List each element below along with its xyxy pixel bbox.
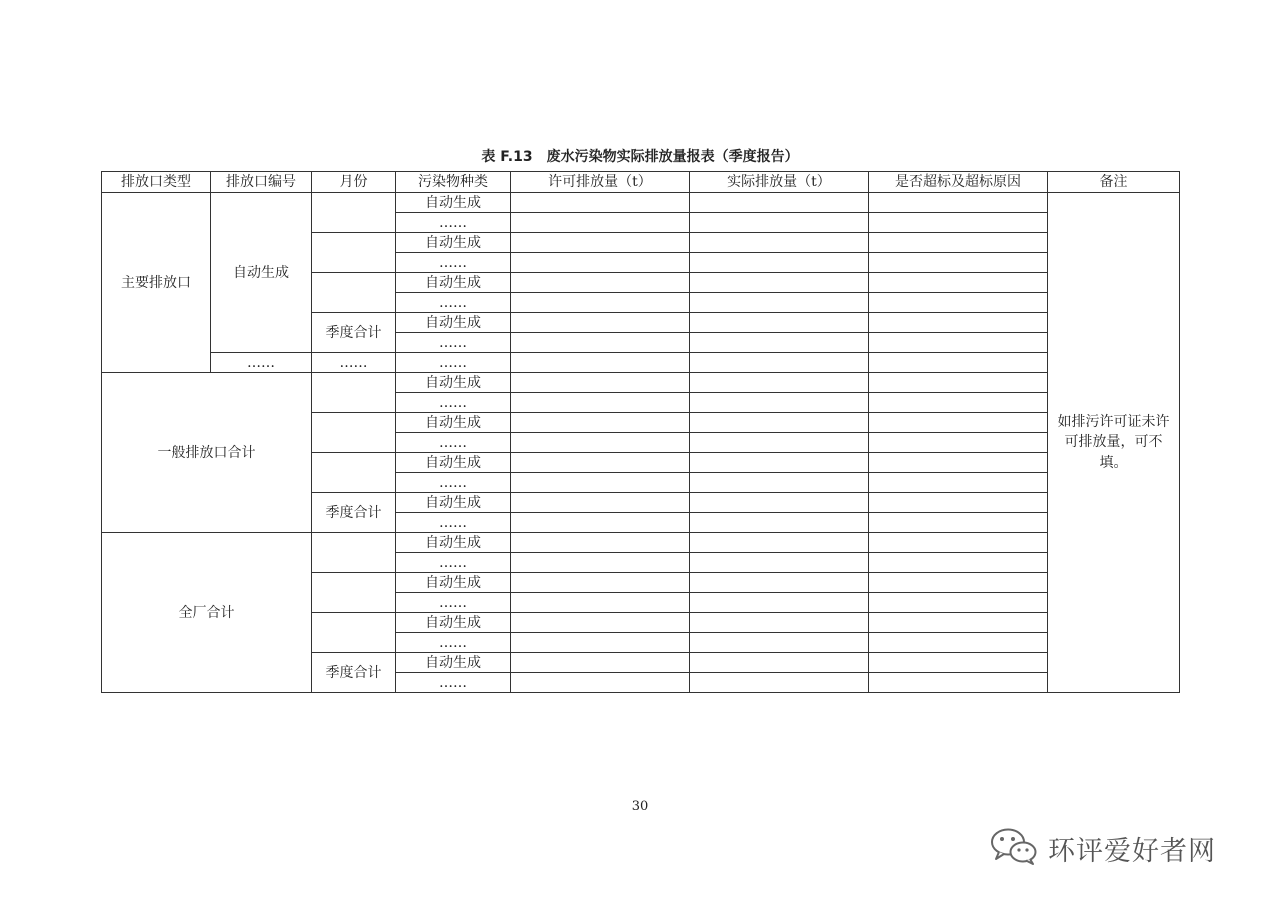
- wechat-icon: [988, 826, 1040, 870]
- month-cell: [312, 193, 396, 233]
- pollutant-cell: 自动生成: [396, 313, 511, 333]
- empty-cell: [511, 573, 690, 593]
- empty-cell: [511, 293, 690, 313]
- pollutant-cell: 自动生成: [396, 653, 511, 673]
- table-row: [102, 373, 1180, 393]
- month-cell: [312, 573, 396, 613]
- month-cell: [312, 233, 396, 273]
- pollutant-cell: ……: [396, 353, 511, 373]
- empty-cell: [511, 553, 690, 573]
- pollutant-cell: ……: [396, 433, 511, 453]
- empty-cell: [511, 613, 690, 633]
- empty-cell: [511, 513, 690, 533]
- header-cell: 是否超标及超标原因: [869, 172, 1048, 193]
- empty-cell: [511, 453, 690, 473]
- outlet-number-cell: 自动生成: [211, 193, 312, 353]
- quarter-total-cell: 季度合计: [312, 653, 396, 693]
- empty-cell: [869, 553, 1048, 573]
- pollutant-cell: ……: [396, 673, 511, 693]
- empty-cell: [511, 393, 690, 413]
- empty-cell: [690, 193, 869, 213]
- table-title: 表 F.13 废水污染物实际排放量报表（季度报告）: [481, 149, 799, 165]
- month-cell: [312, 373, 396, 413]
- empty-cell: [511, 633, 690, 653]
- month-cell: ……: [312, 353, 396, 373]
- empty-cell: [511, 473, 690, 493]
- header-cell: 排放口编号: [211, 172, 312, 193]
- empty-cell: [690, 493, 869, 513]
- header-cell: 实际排放量（t）: [690, 172, 869, 193]
- header-cell: 排放口类型: [102, 172, 211, 193]
- pollutant-cell: ……: [396, 393, 511, 413]
- group-label-main: 主要排放口: [102, 193, 211, 373]
- pollutant-cell: ……: [396, 293, 511, 313]
- empty-cell: [690, 513, 869, 533]
- watermark: [988, 826, 1216, 870]
- empty-cell: [690, 433, 869, 453]
- empty-cell: [869, 453, 1048, 473]
- pollutant-cell: 自动生成: [396, 613, 511, 633]
- outlet-number-cell: ……: [211, 353, 312, 373]
- empty-cell: [869, 273, 1048, 293]
- empty-cell: [869, 253, 1048, 273]
- empty-cell: [869, 573, 1048, 593]
- pollutant-cell: 自动生成: [396, 193, 511, 213]
- header-cell: 月份: [312, 172, 396, 193]
- empty-cell: [690, 253, 869, 273]
- empty-cell: [511, 433, 690, 453]
- empty-cell: [690, 453, 869, 473]
- empty-cell: [690, 573, 869, 593]
- empty-cell: [869, 673, 1048, 693]
- empty-cell: [690, 333, 869, 353]
- month-cell: [312, 453, 396, 493]
- month-cell: [312, 413, 396, 453]
- table-row: [102, 533, 1180, 553]
- header-cell: 备注: [1048, 172, 1180, 193]
- empty-cell: [690, 473, 869, 493]
- pollutant-cell: 自动生成: [396, 413, 511, 433]
- emission-report-table: [101, 171, 1180, 693]
- empty-cell: [690, 553, 869, 573]
- empty-cell: [690, 633, 869, 653]
- pollutant-cell: 自动生成: [396, 453, 511, 473]
- empty-cell: [869, 613, 1048, 633]
- pollutant-cell: ……: [396, 553, 511, 573]
- page-number: 30: [631, 799, 649, 814]
- empty-cell: [690, 593, 869, 613]
- empty-cell: [869, 533, 1048, 553]
- pollutant-cell: 自动生成: [396, 273, 511, 293]
- empty-cell: [690, 353, 869, 373]
- header-cell: 许可排放量（t）: [511, 172, 690, 193]
- empty-cell: [690, 373, 869, 393]
- empty-cell: [869, 293, 1048, 313]
- empty-cell: [690, 393, 869, 413]
- pollutant-cell: ……: [396, 213, 511, 233]
- empty-cell: [869, 513, 1048, 533]
- pollutant-cell: 自动生成: [396, 233, 511, 253]
- empty-cell: [690, 533, 869, 553]
- empty-cell: [511, 193, 690, 213]
- empty-cell: [511, 653, 690, 673]
- empty-cell: [869, 473, 1048, 493]
- empty-cell: [690, 653, 869, 673]
- pollutant-cell: 自动生成: [396, 493, 511, 513]
- empty-cell: [869, 353, 1048, 373]
- pollutant-cell: 自动生成: [396, 373, 511, 393]
- empty-cell: [511, 353, 690, 373]
- empty-cell: [690, 613, 869, 633]
- pollutant-cell: 自动生成: [396, 533, 511, 553]
- month-cell: [312, 613, 396, 653]
- group-label-general: 一般排放口合计: [102, 373, 312, 533]
- empty-cell: [511, 373, 690, 393]
- empty-cell: [511, 593, 690, 613]
- empty-cell: [511, 673, 690, 693]
- pollutant-cell: ……: [396, 593, 511, 613]
- empty-cell: [690, 273, 869, 293]
- empty-cell: [690, 293, 869, 313]
- empty-cell: [869, 413, 1048, 433]
- empty-cell: [511, 213, 690, 233]
- pollutant-cell: ……: [396, 473, 511, 493]
- month-cell: [312, 533, 396, 573]
- empty-cell: [690, 413, 869, 433]
- header-cell: 污染物种类: [396, 172, 511, 193]
- pollutant-cell: ……: [396, 253, 511, 273]
- quarter-total-cell: 季度合计: [312, 493, 396, 533]
- empty-cell: [869, 593, 1048, 613]
- empty-cell: [511, 233, 690, 253]
- empty-cell: [690, 213, 869, 233]
- empty-cell: [869, 313, 1048, 333]
- remarks-note: 如排污许可证未许可排放量，可不填。: [1048, 193, 1180, 693]
- empty-cell: [869, 433, 1048, 453]
- empty-cell: [511, 313, 690, 333]
- empty-cell: [511, 493, 690, 513]
- empty-cell: [511, 413, 690, 433]
- empty-cell: [511, 273, 690, 293]
- pollutant-cell: ……: [396, 633, 511, 653]
- empty-cell: [511, 533, 690, 553]
- empty-cell: [511, 333, 690, 353]
- empty-cell: [869, 393, 1048, 413]
- empty-cell: [869, 633, 1048, 653]
- pollutant-cell: ……: [396, 513, 511, 533]
- watermark-text: 环评爱好者网: [1048, 835, 1216, 867]
- empty-cell: [869, 333, 1048, 353]
- empty-cell: [869, 213, 1048, 233]
- empty-cell: [869, 373, 1048, 393]
- empty-cell: [869, 493, 1048, 513]
- table-row: [102, 193, 1180, 213]
- header-row: [102, 172, 1180, 193]
- month-cell: [312, 273, 396, 313]
- pollutant-cell: ……: [396, 333, 511, 353]
- group-label-plant: 全厂合计: [102, 533, 312, 693]
- empty-cell: [511, 253, 690, 273]
- empty-cell: [690, 313, 869, 333]
- empty-cell: [869, 653, 1048, 673]
- empty-cell: [869, 233, 1048, 253]
- empty-cell: [690, 233, 869, 253]
- quarter-total-cell: 季度合计: [312, 313, 396, 353]
- empty-cell: [869, 193, 1048, 213]
- pollutant-cell: 自动生成: [396, 573, 511, 593]
- table-row: [102, 353, 1180, 373]
- empty-cell: [690, 673, 869, 693]
